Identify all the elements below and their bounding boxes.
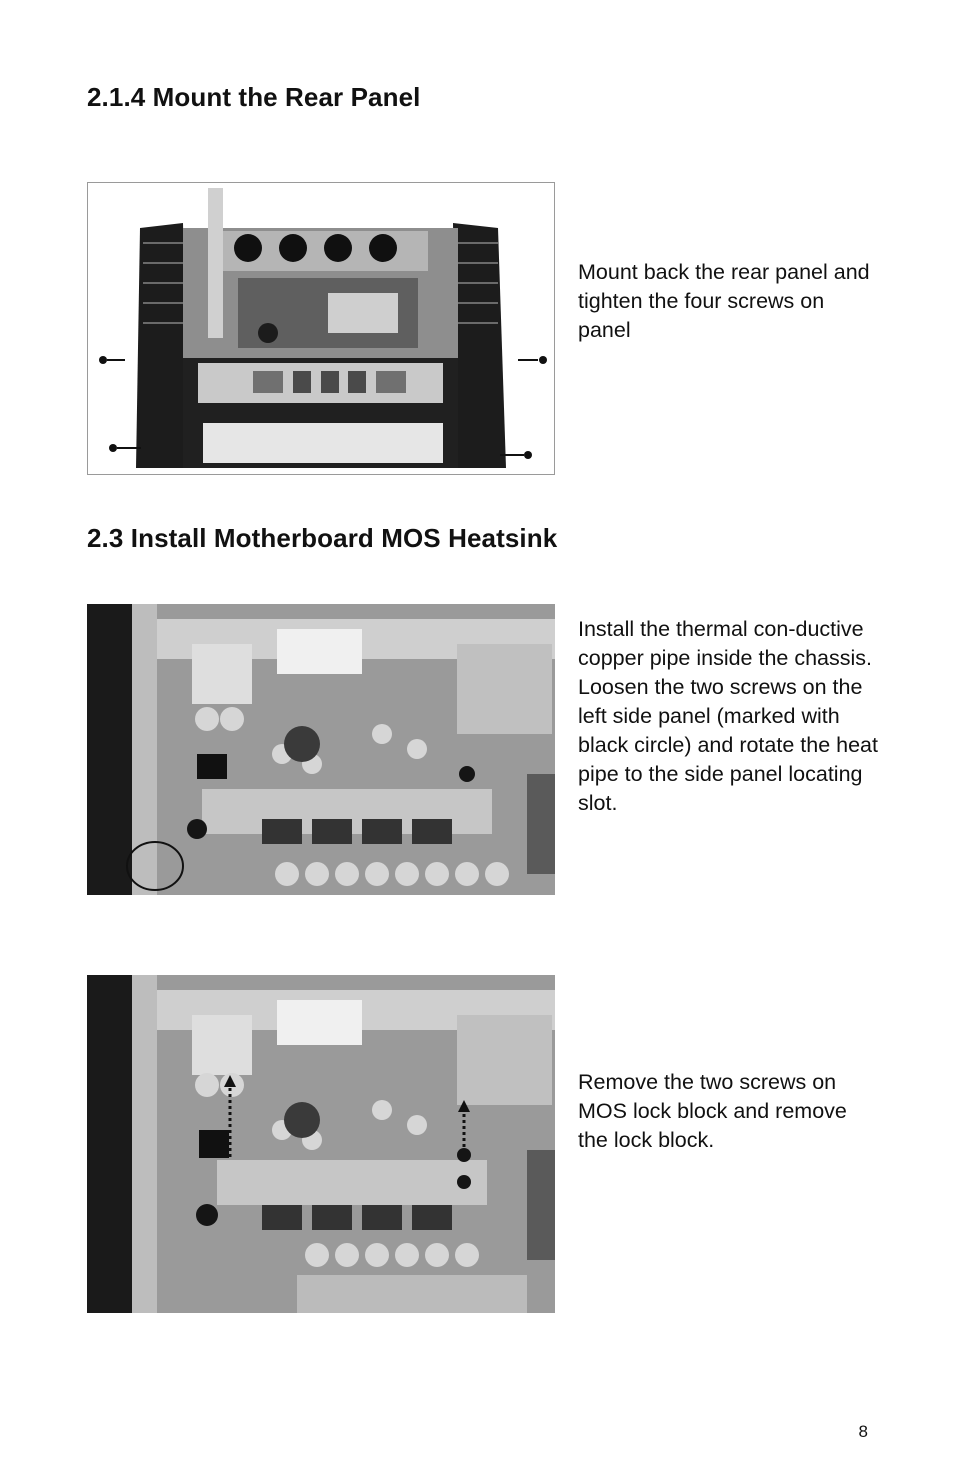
lock-block-removal-description: Remove the two screws on MOS lock block and remove the lock block. bbox=[578, 1070, 847, 1152]
heat-pipe-install-description: Install the thermal con-ductive copper pipe inside the chassis. Loosen the two screws on the left side panel (marked with black circle) and rotate the heat pipe to the side panel locating slot. bbox=[578, 617, 878, 815]
heat-pipe-install-photo bbox=[87, 604, 555, 895]
rear-panel-description: Mount back the rear panel and tighten the four screws on panel bbox=[578, 260, 870, 342]
page-number: 8 bbox=[858, 1422, 868, 1441]
rear-panel-photo bbox=[87, 182, 555, 475]
section-title-rear-panel: 2.1.4 Mount the Rear Panel bbox=[87, 82, 421, 112]
section-title-mos-heatsink: 2.3 Install Motherboard MOS Heatsink bbox=[87, 523, 558, 553]
lock-block-removal-photo bbox=[87, 975, 555, 1313]
